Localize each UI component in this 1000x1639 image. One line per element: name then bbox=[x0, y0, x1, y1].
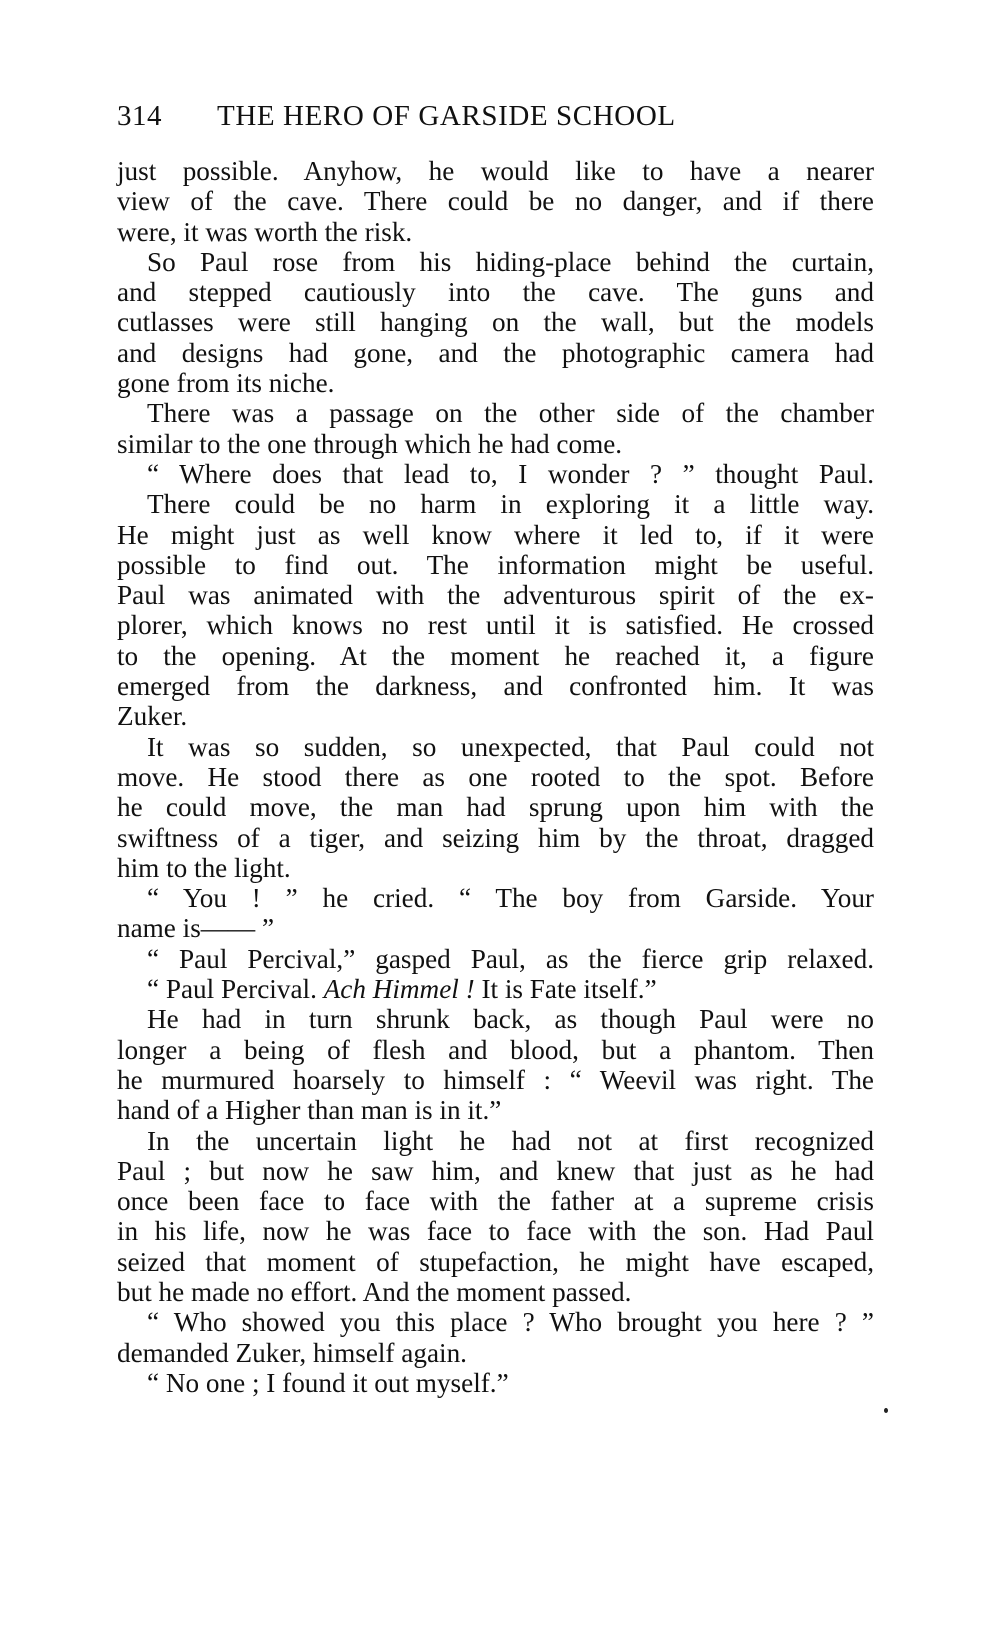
text-line: name is—— ” bbox=[117, 913, 275, 944]
text-line: in his life, now he was face to face with the son. Had Paul bbox=[117, 1216, 874, 1247]
italic-phrase: Ach Himmel ! bbox=[323, 974, 475, 1005]
text-line: Paul ; but now he saw him, and knew that just as he had bbox=[117, 1155, 874, 1186]
text-line: gone from its niche. bbox=[117, 368, 335, 399]
text-line: “ Where does that lead to, I wonder ? ” thought Paul. bbox=[147, 458, 874, 489]
text-line: There was a passage on the other side of the chamber bbox=[147, 398, 874, 429]
text-line: swiftness of a tiger, and seizing him by the throat, dragged bbox=[117, 822, 874, 853]
text-line: longer a being of flesh and blood, but a phantom. Then bbox=[117, 1034, 874, 1065]
text-line: “ Who showed you this place ? Who brought you here ? ” bbox=[147, 1307, 874, 1338]
text-line: Zuker. bbox=[117, 701, 188, 732]
text-line: similar to the one through which he had come. bbox=[117, 428, 623, 459]
text-line: and designs had gone, and the photographic camera had bbox=[117, 337, 874, 368]
text-line: but he made no effort. And the moment passed. bbox=[117, 1276, 632, 1307]
text-line: cutlasses were still hanging on the wall, but the models bbox=[117, 307, 874, 338]
text-line: “ Paul Percival,” gasped Paul, as the fierce grip relaxed. bbox=[147, 943, 874, 974]
text-line: He had in turn shrunk back, as though Paul were no bbox=[147, 1004, 874, 1035]
text-line: to the opening. At the moment he reached it, a figure bbox=[117, 640, 874, 671]
text-line: once been face to face with the father at a supreme crisis bbox=[117, 1186, 874, 1217]
text-line: seized that moment of stupefaction, he might have escaped, bbox=[117, 1246, 874, 1277]
page-header bbox=[117, 97, 874, 135]
text-line: “ No one ; I found it out myself.” bbox=[147, 1367, 509, 1398]
text-line: move. He stood there as one rooted to the spot. Before bbox=[117, 761, 874, 792]
text-line: In the uncertain light he had not at first recognized bbox=[147, 1125, 874, 1156]
body-text bbox=[117, 156, 874, 1398]
text-line: he murmured hoarsely to himself : “ Weevil was right. The bbox=[117, 1064, 874, 1095]
page-number: 314 bbox=[117, 100, 162, 132]
text-line: “ Paul Percival. Ach Himmel ! It is Fate itself.” bbox=[147, 974, 657, 1005]
text-line: So Paul rose from his hiding-place behind the curtain, bbox=[147, 246, 874, 277]
text-line: hand of a Higher than man is in it.” bbox=[117, 1095, 502, 1126]
text-line: he could move, the man had sprung upon him with the bbox=[117, 792, 874, 823]
text-line: “ You ! ” he cried. “ The boy from Garside. Your bbox=[147, 883, 874, 914]
text-line: just possible. Anyhow, he would like to have a nearer bbox=[117, 156, 874, 186]
text-line: There could be no harm in exploring it a little way. bbox=[147, 489, 874, 520]
text-line: and stepped cautiously into the cave. The guns and bbox=[117, 277, 874, 308]
text-line: Paul was animated with the adventurous spirit of the ex- bbox=[117, 580, 874, 611]
running-head: THE HERO OF GARSIDE SCHOOL bbox=[217, 100, 676, 132]
text-line: demanded Zuker, himself again. bbox=[117, 1337, 467, 1368]
text-line: view of the cave. There could be no danger, and if there bbox=[117, 186, 874, 217]
text-line: He might just as well know where it led to, if it were bbox=[117, 519, 874, 550]
text-line: plorer, which knows no rest until it is satisfied. He crossed bbox=[117, 610, 874, 641]
text-line: were, it was worth the risk. bbox=[117, 216, 413, 247]
stray-ink-mark bbox=[884, 1408, 888, 1413]
text-line: emerged from the darkness, and confronted him. It was bbox=[117, 671, 874, 702]
text-line: possible to find out. The information might be useful. bbox=[117, 549, 874, 580]
text-line: It was so sudden, so unexpected, that Paul could not bbox=[147, 731, 874, 762]
book-page bbox=[117, 97, 874, 1398]
text-line: him to the light. bbox=[117, 852, 291, 883]
